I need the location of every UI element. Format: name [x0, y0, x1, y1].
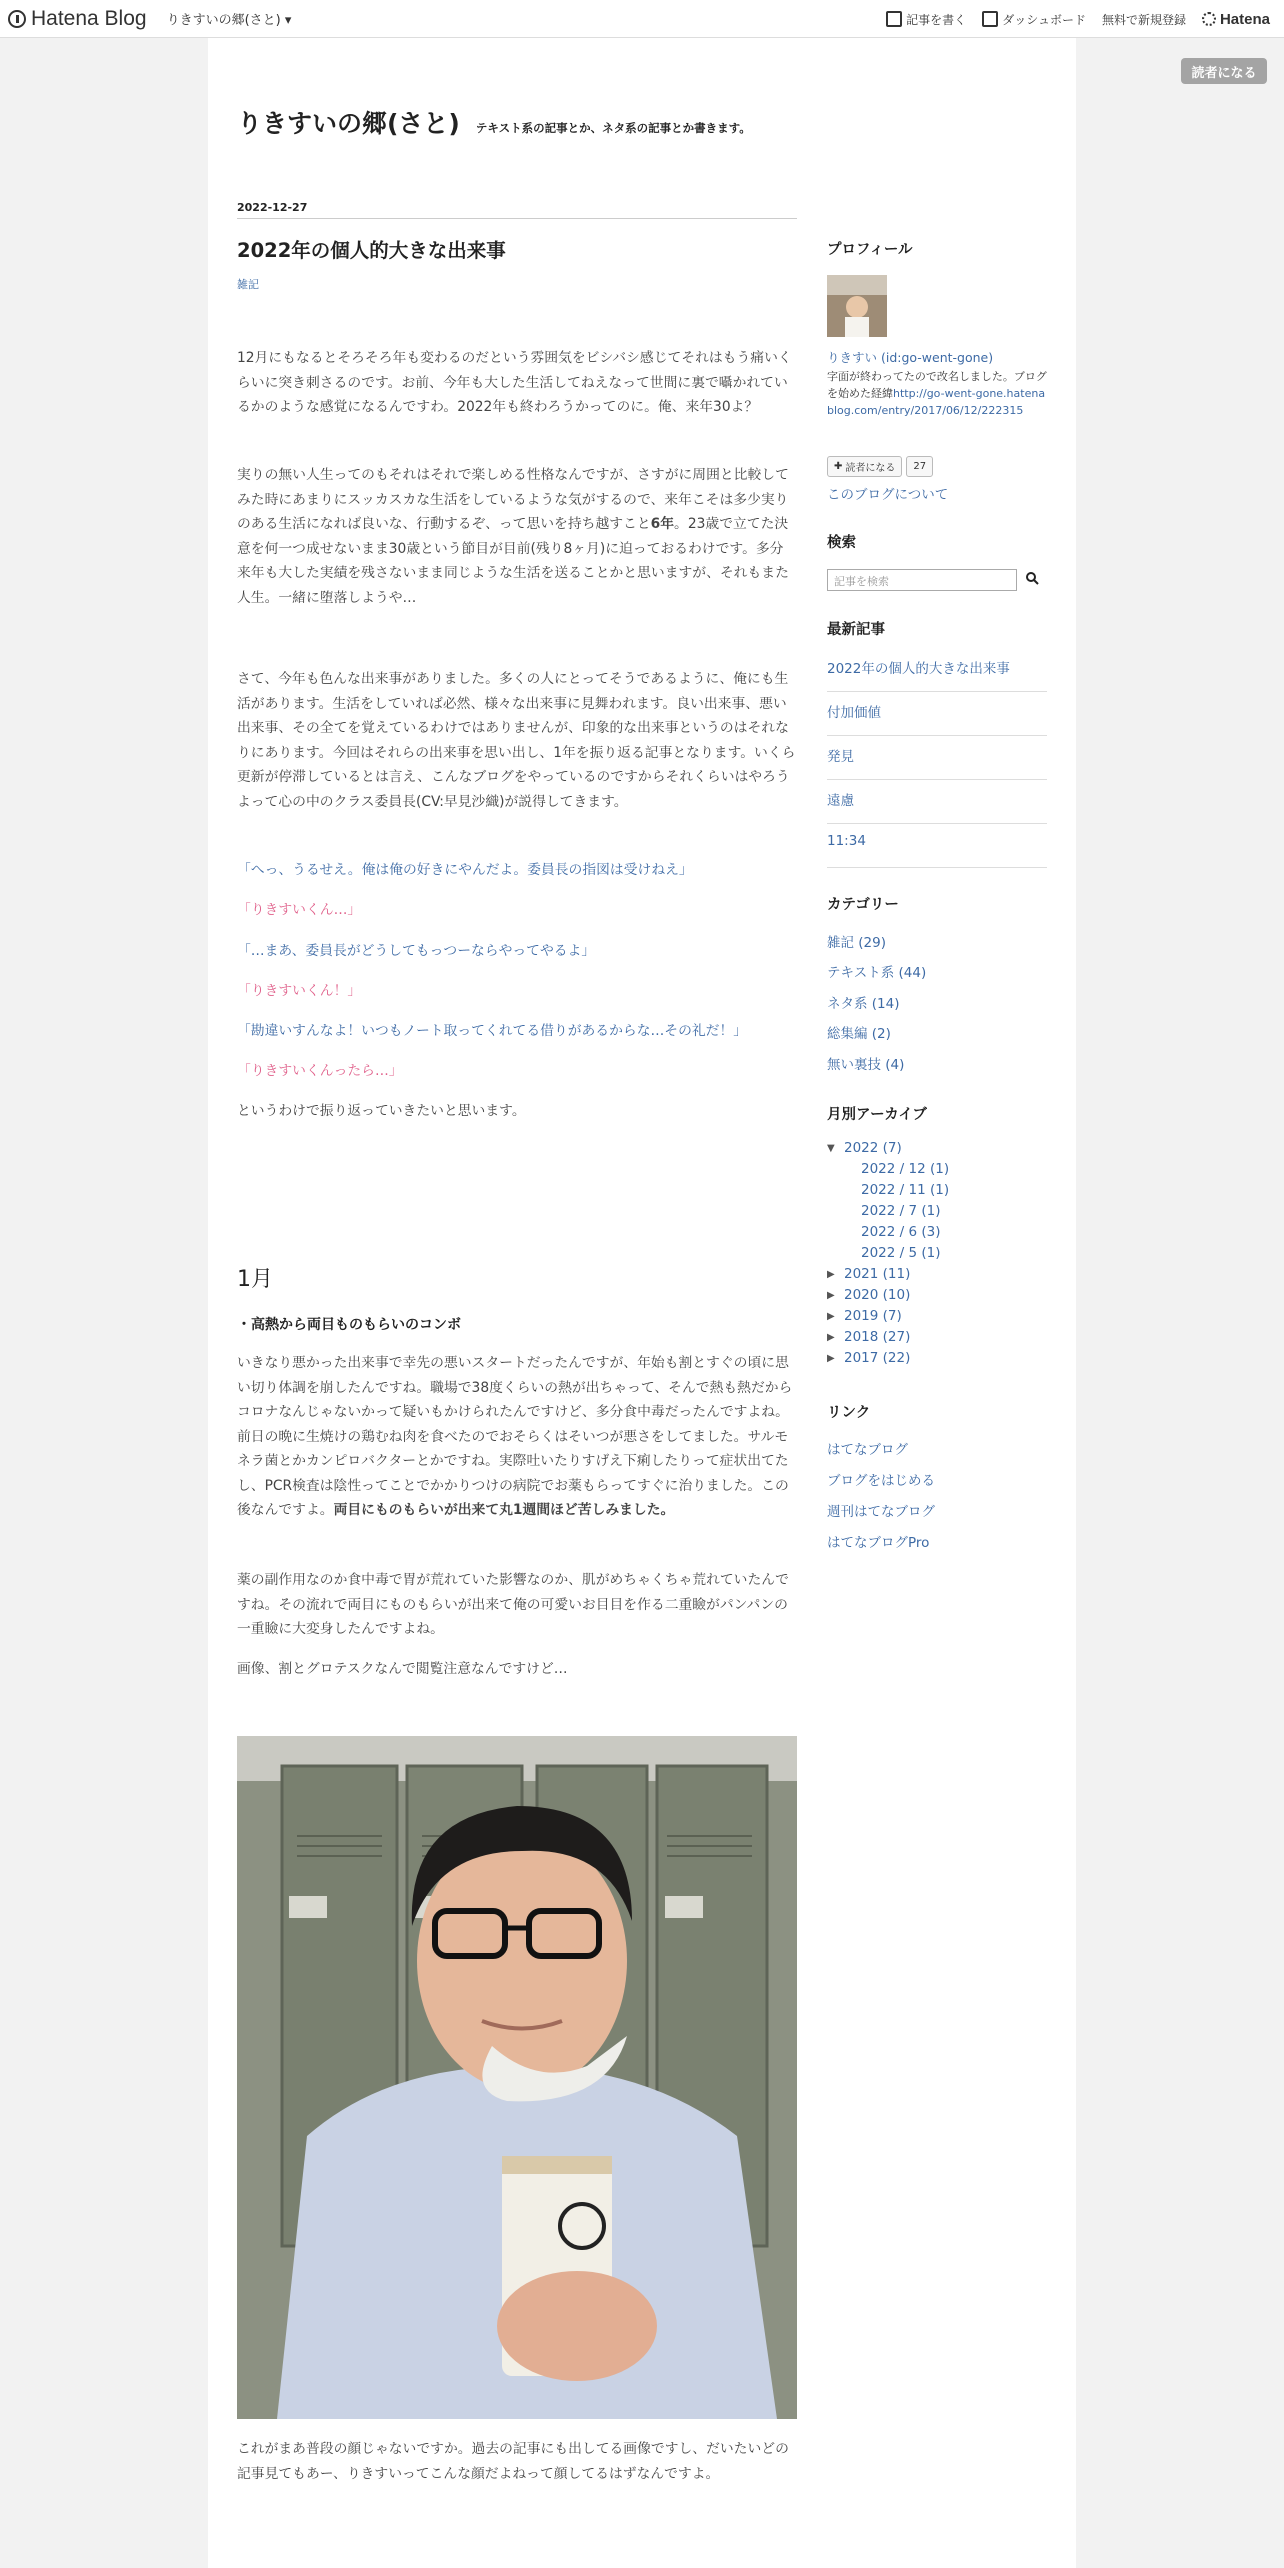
recent-entry-link[interactable]: 2022年の個人的大きな出来事 — [827, 661, 1010, 677]
hatena-blog-logo-icon — [8, 10, 26, 28]
avatar-image — [827, 275, 887, 337]
subscribe-button[interactable]: 読者になる — [1181, 58, 1267, 84]
paragraph-2-text: 実りの無い人生ってのもそれはそれで楽しめる性格なんですが、さすがに周囲と比較してみた時にあまりにスッカスカな生活をしているような気がするので、来年こそは多少実りのある生活になれば良いな、行動するぞ、って思いを持ち越すこと — [237, 467, 789, 532]
recent-entry-link[interactable]: 遠慮 — [827, 793, 854, 809]
archive-year[interactable] — [827, 1266, 910, 1282]
paragraph-3: さて、今年も色んな出来事がありました。多くの人にとってそうであるように、俺にも生活があります。生活をしていれば必然、様々な出来事に見舞われます。良い出来事、悪い出来事、その全てを覚えているわけではありませんが、印象的な出来事というのはそれなりにあります。今回はそれらの出来事を思い出し、1年を振り返る記事となります。いくら更新が停滞しているとは言え、こんなブログをやっているのですからそれくらいはやろうよって心の中のクラス委員長(CV:早見沙織)が説得してきます。 — [237, 671, 796, 810]
profile-reader-row — [827, 456, 1047, 477]
archive-year-link[interactable]: 2018 (27) — [844, 1329, 911, 1345]
triangle-right-icon: ▶ — [827, 1310, 835, 1322]
archive-year-link[interactable]: 2017 (22) — [844, 1350, 911, 1366]
section-heading: 1月 — [237, 1267, 273, 1292]
archive-month-link[interactable]: 2022 / 11 (1) — [861, 1182, 950, 1198]
archive-year[interactable] — [827, 1308, 902, 1324]
triangle-right-icon: ▶ — [827, 1352, 835, 1364]
after-photo-paragraph: これがまあ普段の顔じゃないですか。過去の記事にも出してる画像ですし、だいたいどの記事見てもあー、りきすいってこんな顔だよねって顔してるはずなんですよ。 — [237, 2441, 789, 2482]
dialogue-line: 「りきすいくん！」 — [237, 983, 362, 999]
triangle-right-icon: ▶ — [827, 1289, 835, 1301]
archive-month-link[interactable]: 2022 / 6 (3) — [861, 1224, 941, 1240]
write-label: 記事を書く — [906, 12, 967, 27]
recent-heading: 最新記事 — [827, 622, 885, 638]
external-link[interactable]: はてなブログPro — [827, 1535, 930, 1551]
archive-month-link[interactable]: 2022 / 5 (1) — [861, 1245, 941, 1261]
magnifier-icon — [1025, 571, 1039, 585]
archive-year-link[interactable]: 2021 (11) — [844, 1266, 911, 1282]
section-paragraph-3: 画像、割とグロテスクなんで閲覧注意なんですけど… — [237, 1661, 568, 1677]
blog-container — [208, 38, 1076, 2568]
signup-link[interactable]: 無料で新規登録 — [1101, 12, 1186, 27]
archive-year-link[interactable]: 2019 (7) — [844, 1308, 902, 1324]
archive-year[interactable] — [827, 1350, 910, 1366]
subsection-heading: ・高熱から両目ものもらいのコンボ — [237, 1317, 461, 1333]
category-link[interactable]: 雑記 (29) — [827, 935, 887, 951]
profile-subscribe-button[interactable] — [827, 456, 902, 477]
category-link[interactable]: 無い裏技 (4) — [827, 1057, 905, 1073]
paragraph-1: 12月にもなるとそろそろ年も変わるのだという雰囲気をビシバシ感じてそれはもう痛いくらいに突き刺さるのです。お前、今年も大した生活してねえなって世間に裏で囁かれているかのような感覚になるんですわ。2022年も終わろうかってのに。俺、来年30よ？ — [237, 350, 792, 415]
paragraph-2 — [237, 463, 797, 610]
blog-header — [237, 104, 751, 140]
reader-count: 27 — [906, 456, 933, 477]
hatena-dots-icon — [1202, 12, 1216, 26]
triangle-right-icon: ▶ — [827, 1268, 835, 1280]
category-link[interactable]: テキスト系 (44) — [827, 965, 927, 981]
entry-category-link[interactable]: 雑記 — [237, 278, 259, 291]
blog-title[interactable]: りきすいの郷(さと) — [237, 109, 460, 138]
category-link[interactable]: ネタ系 (14) — [827, 996, 900, 1012]
recent-entry[interactable] — [827, 824, 1047, 868]
profile-bio-text: 字面が終わってたので改名しました。ブログを始めた経緯 — [827, 370, 1047, 400]
category-link[interactable]: 総集編 (2) — [827, 1026, 891, 1042]
section-paragraph-1-bold: 両目にものもらいが出来て丸1週間ほど苦しみました。 — [333, 1502, 675, 1518]
dialogue-line: 「…まあ、委員長がどうしてもっつーならやってやるよ」 — [237, 943, 596, 959]
archive-year[interactable] — [827, 1287, 910, 1303]
triangle-right-icon: ▶ — [827, 1331, 835, 1343]
pencil-icon — [886, 11, 902, 27]
dialogue-line: 「へっ、うるせえ。俺は俺の好きにやんだよ。委員長の指図は受けねえ」 — [237, 862, 693, 878]
search-icon[interactable] — [1025, 571, 1041, 589]
search-input[interactable]: 記事を検索 — [827, 569, 1017, 591]
header-actions — [870, 0, 1270, 38]
entry-date[interactable]: 2022-12-27 — [237, 201, 797, 219]
archive-year-link[interactable]: 2020 (10) — [844, 1287, 911, 1303]
about-blog-link[interactable]: このブログについて — [827, 487, 949, 503]
dialogue-line: 「勘違いすんなよ！いつもノート取ってくれてる借りがあるからな…その礼だ！」 — [237, 1023, 748, 1039]
logo-text: Hatena Blog — [31, 6, 147, 30]
profile-bio-link[interactable]: http://go-went-gone.hatenablog.com/entry/2017/06/12/222315 — [827, 387, 1046, 417]
recent-entry[interactable] — [827, 780, 1047, 824]
archive-year-expanded[interactable] — [827, 1140, 902, 1156]
section-paragraph-2: 薬の副作用なのか食中毒で胃が荒れていた影響なのか、肌がめちゃくちゃ荒れていたんですね。その流れで両目にものもらいが出来て俺の可愛いお目目を作る二重瞼がパンパンの一重瞼に大変身したんですよね。 — [237, 1572, 789, 1637]
recent-entry-link[interactable]: 11:34 — [827, 833, 866, 849]
hatena-label: Hatena — [1219, 10, 1270, 28]
archive-month-link[interactable]: 2022 / 12 (1) — [861, 1161, 950, 1177]
archive-year-link[interactable]: 2022 (7) — [844, 1140, 902, 1156]
dialogue-line: 「りきすいくんったら…」 — [237, 1063, 403, 1079]
entry-photo[interactable] — [237, 1736, 797, 2419]
dialogue-line: 「りきすいくん…」 — [237, 902, 362, 918]
blog-description: テキスト系の記事とか、ネタ系の記事とか書きます。 — [475, 121, 751, 135]
entry-title[interactable]: 2022年の個人的大きな出来事 — [237, 239, 506, 262]
photo-illustration — [237, 1736, 797, 2419]
hatena-menu[interactable] — [1202, 11, 1270, 28]
external-link[interactable]: はてなブログ — [827, 1442, 908, 1458]
paragraph-2-rest: 。23歳で立てた決意を何一つ成せないまま30歳という節目が目前(残り8ヶ月)に迫っておるわけです。多分来年も大した実績を残さないまま同じような生活を送ることかと思いますが、それもまた人生。一緒に堕落しようや… — [237, 516, 789, 606]
global-header — [0, 0, 1284, 38]
category-heading: カテゴリー — [827, 897, 899, 913]
profile-avatar[interactable] — [827, 275, 887, 337]
profile-bio — [827, 368, 1047, 419]
recent-entry-link[interactable]: 発見 — [827, 749, 854, 765]
closing-line: というわけで振り返っていきたいと思います。 — [237, 1103, 526, 1119]
recent-entry[interactable] — [827, 736, 1047, 780]
external-link[interactable]: ブログをはじめる — [827, 1473, 935, 1489]
profile-heading: プロフィール — [827, 242, 913, 258]
triangle-down-icon: ▼ — [827, 1142, 835, 1154]
recent-entry-link[interactable]: 付加価値 — [827, 705, 881, 721]
profile-subscribe-label: 読者になる — [845, 463, 896, 474]
external-link[interactable]: 週刊はてなブログ — [827, 1504, 935, 1520]
recent-entry[interactable] — [827, 648, 1047, 692]
dashboard-icon — [982, 11, 998, 27]
dashboard-button[interactable] — [982, 11, 1086, 28]
hatena-blog-logo[interactable] — [8, 7, 147, 31]
search-heading: 検索 — [827, 535, 856, 551]
entry-article — [237, 201, 797, 2482]
archive-month-link[interactable]: 2022 / 7 (1) — [861, 1203, 941, 1219]
blog-menu[interactable]: りきすいの郷(さと) ▾ — [166, 13, 292, 28]
section-paragraph-1-text: いきなり悪かった出来事で幸先の悪いスタートだったんですが、年始も割とすぐの頃に思い切り体調を崩したんですね。職場で38度くらいの熱が出ちゃって、そんで熱も熱だからコロナなんじゃないかって疑いもかけられたんですけど、多分食中毒だったんですよね。前日の晩に生焼けの鶏むね肉を食べたのでおそらくはそいつが悪さをしてました。サルモネラ菌とかカンピロバクターとかですね。実際吐いたりすげえ下痢したりって症状出てたし、PCR検査は陰性ってことでかかりつけの病院でお薬もらってすぐに治りました。この後なんですよ。 — [237, 1355, 793, 1518]
plus-icon: ✚ — [834, 461, 843, 472]
recent-entry[interactable] — [827, 692, 1047, 736]
archive-year[interactable] — [827, 1329, 910, 1345]
paragraph-2-bold: 6年 — [650, 516, 675, 532]
dashboard-label: ダッシュボード — [1002, 12, 1086, 27]
links-heading: リンク — [827, 1405, 871, 1421]
archive-heading: 月別アーカイブ — [827, 1107, 927, 1123]
write-entry-button[interactable] — [886, 11, 966, 28]
profile-name-link[interactable]: りきすい (id:go-went-gone) — [827, 350, 994, 365]
section-paragraph-1 — [237, 1351, 797, 1523]
